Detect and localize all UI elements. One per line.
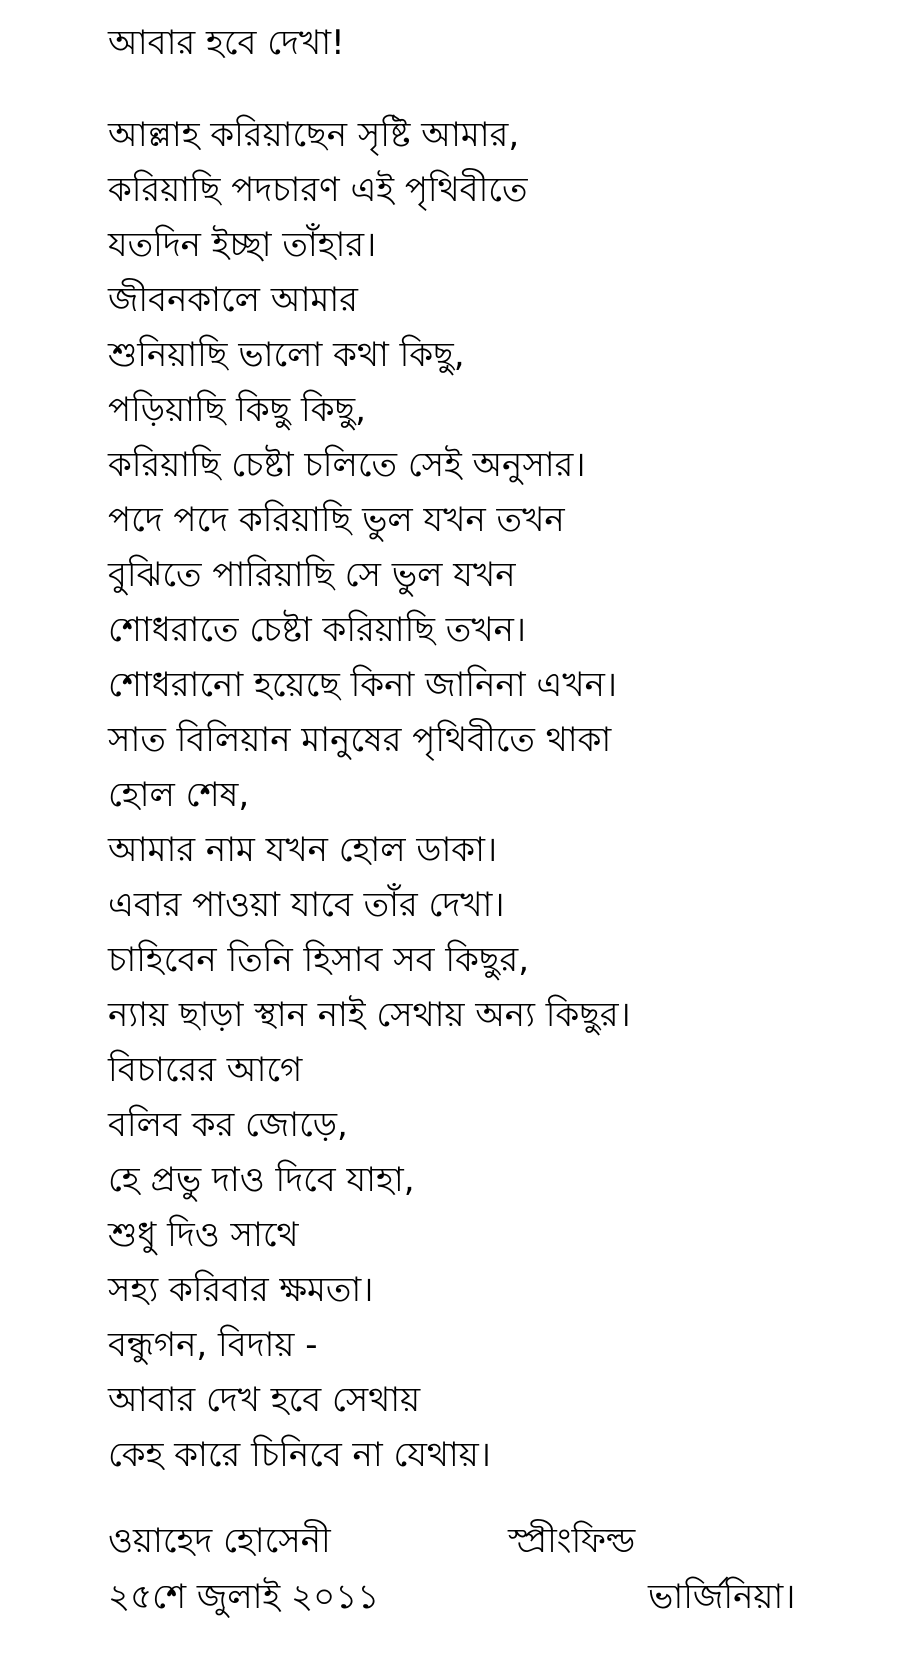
poem-line: করিয়াছি পদচারণ এই পৃথিবীতে xyxy=(108,170,528,210)
poem-line: বুঝিতে পারিয়াছি সে ভুল যখন xyxy=(108,555,516,595)
city-name: স্প্রীংফিল্ড xyxy=(508,1521,636,1561)
poem-line: শোধরাতে চেষ্টা করিয়াছি তখন। xyxy=(108,610,527,650)
poem-line: আবার দেখ হবে সেথায় xyxy=(108,1380,421,1420)
poem-line: শোধরানো হয়েছে কিনা জানিনা এখন। xyxy=(108,665,618,705)
poem-line: জীবনকালে আমার xyxy=(108,280,358,320)
poem-line: আল্লাহ করিয়াছেন সৃষ্টি আমার, xyxy=(108,115,520,155)
poem-line: পড়িয়াছি কিছু কিছু, xyxy=(108,390,366,430)
poem-line: এবার পাওয়া যাবে তাঁর দেখা। xyxy=(108,885,505,925)
poem-line: সহ্য করিবার ক্ষমতা। xyxy=(108,1270,374,1310)
poem-line: শুনিয়াছি ভালো কথা কিছু, xyxy=(108,335,465,375)
poem-line: যতদিন ইচ্ছা তাঁহার। xyxy=(108,225,377,265)
poem-line: কেহ কারে চিনিবে না যেথায়। xyxy=(108,1435,491,1475)
poem-title: আবার হবে দেখা! xyxy=(108,23,345,63)
poem-line: বলিব কর জোড়ে, xyxy=(108,1105,348,1145)
poem-line: চাহিবেন তিনি হিসাব সব কিছুর, xyxy=(108,940,530,980)
poem-body xyxy=(108,108,631,1483)
poem-line: হে প্রভু দাও দিবে যাহা, xyxy=(108,1160,415,1200)
poem-line: হোল শেষ, xyxy=(108,775,250,815)
poem-line: শুধু দিও সাথে xyxy=(108,1215,299,1255)
poem-line: পদে পদে করিয়াছি ভুল যখন তখন xyxy=(108,500,565,540)
poem-line: সাত বিলিয়ান মানুষের পৃথিবীতে থাকা xyxy=(108,720,612,760)
poem-line: করিয়াছি চেষ্টা চলিতে সেই অনুসার। xyxy=(108,445,586,485)
poem-date: ২৫শে জুলাই ২০১১ xyxy=(108,1577,380,1617)
poem-line: ন্যায় ছাড়া স্থান নাই সেথায় অন্য কিছুর। xyxy=(108,995,631,1035)
author-name: ওয়াহেদ হোসেনী xyxy=(108,1521,331,1561)
poem-line: বন্ধুগন, বিদায় - xyxy=(108,1325,318,1365)
state-name: ভার্জিনিয়া। xyxy=(648,1577,796,1617)
poem-line: বিচারের আগে xyxy=(108,1050,303,1090)
poem-line: আমার নাম যখন হোল ডাকা। xyxy=(108,830,498,870)
